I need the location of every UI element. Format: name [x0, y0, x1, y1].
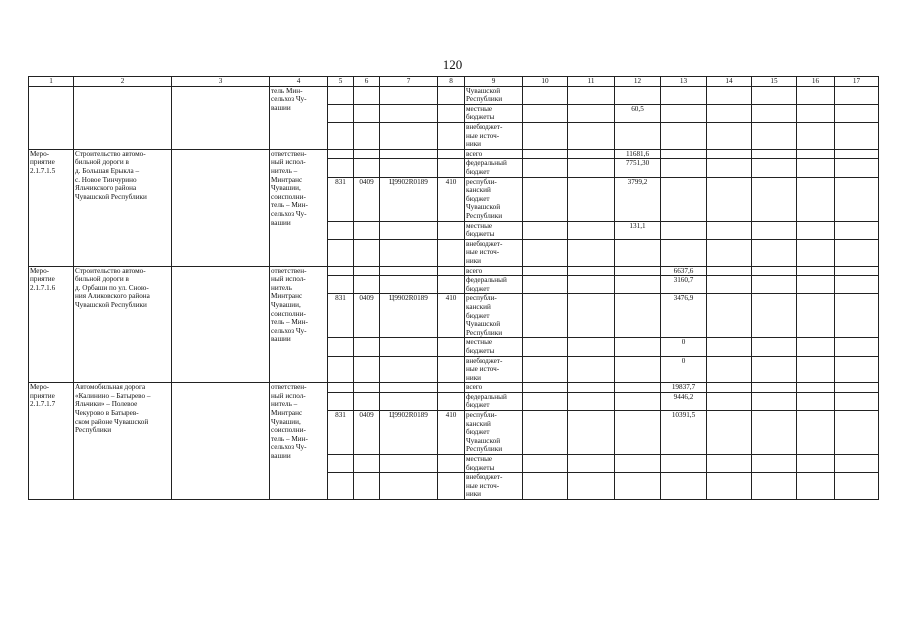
cell-value-12	[615, 122, 661, 149]
cell-empty-7	[380, 383, 438, 393]
cell-empty-14	[707, 177, 752, 221]
cell-empty-16	[797, 276, 835, 294]
cell-value-13: 3476,9	[661, 294, 707, 338]
cell-empty-10	[523, 122, 568, 149]
cell-empty-6	[354, 383, 380, 393]
cell-empty-14	[707, 122, 752, 149]
cell-empty-17	[835, 104, 879, 122]
cell-empty-11	[568, 177, 615, 221]
cell-empty-14	[707, 266, 752, 276]
cell-empty-5	[328, 392, 354, 410]
cell-empty-17	[835, 338, 879, 356]
cell-empty-3	[172, 383, 270, 500]
cell-empty-17	[835, 411, 879, 455]
cell-empty-7	[380, 356, 438, 383]
cell-empty-17	[835, 177, 879, 221]
cell-value-13: 3160,7	[661, 276, 707, 294]
cell-empty-16	[797, 411, 835, 455]
cell-empty-17	[835, 294, 879, 338]
cell-value-12	[615, 473, 661, 500]
cell-code-5: 831	[328, 177, 354, 221]
cell-empty-15	[752, 177, 797, 221]
cell-empty-14	[707, 294, 752, 338]
cell-empty-16	[797, 221, 835, 239]
cell-value-13	[661, 473, 707, 500]
column-header-9: 9	[465, 77, 523, 87]
cell-code-7: Ц9902R0189	[380, 411, 438, 455]
cell-empty-16	[797, 177, 835, 221]
cell-empty-8	[438, 149, 465, 159]
cell-empty-16	[797, 473, 835, 500]
cell-empty-10	[523, 159, 568, 177]
cell-empty-5	[328, 266, 354, 276]
cell-value-13: 0	[661, 338, 707, 356]
cell-empty-17	[835, 122, 879, 149]
cell-empty-14	[707, 411, 752, 455]
cell-empty-14	[707, 338, 752, 356]
cell-empty-11	[568, 455, 615, 473]
cell-empty-15	[752, 473, 797, 500]
column-header-17: 17	[835, 77, 879, 87]
cell-empty-16	[797, 455, 835, 473]
cell-value-12: 131,1	[615, 221, 661, 239]
cell-empty-10	[523, 104, 568, 122]
cell-value-13	[661, 122, 707, 149]
cell-empty-11	[568, 149, 615, 159]
cell-empty-16	[797, 294, 835, 338]
cell-empty-8	[438, 455, 465, 473]
cell-empty-17	[835, 239, 879, 266]
cell-value-12	[615, 383, 661, 393]
cell-empty-16	[797, 122, 835, 149]
cell-empty-8	[438, 159, 465, 177]
cell-empty-5	[328, 276, 354, 294]
cell-empty-14	[707, 149, 752, 159]
cell-funding-source: Чувашской Республики	[465, 86, 523, 104]
column-header-4: 4	[270, 77, 328, 87]
cell-empty-10	[523, 473, 568, 500]
cell-value-12	[615, 411, 661, 455]
cell-value-12	[615, 294, 661, 338]
column-header-16: 16	[797, 77, 835, 87]
cell-empty-10	[523, 239, 568, 266]
cell-measure-id: Меро- приятие 2.1.7.1.7	[29, 383, 74, 500]
cell-empty-10	[523, 276, 568, 294]
cell-funding-source: республи- канский бюджет Чувашской Республики	[465, 411, 523, 455]
cell-funding-source: республи- канский бюджет Чувашской Республики	[465, 294, 523, 338]
cell-empty-7	[380, 159, 438, 177]
cell-empty-5	[328, 383, 354, 393]
cell-empty-5	[328, 122, 354, 149]
column-header-1: 1	[29, 77, 74, 87]
cell-empty-8	[438, 221, 465, 239]
cell-value-13	[661, 86, 707, 104]
cell-empty-14	[707, 356, 752, 383]
cell-measure-name: Автомобильная дорога «Калинино – Батырево – Яльчики» – Полевое Чекурово в Батырев- ском районе Чувашской Республики	[74, 383, 172, 500]
cell-funding-source: федеральный бюджет	[465, 159, 523, 177]
cell-value-12: 7751,30	[615, 159, 661, 177]
cell-empty-3	[172, 266, 270, 383]
cell-empty-7	[380, 276, 438, 294]
cell-funding-source: внебюджет- ные источ- ники	[465, 473, 523, 500]
column-header-12: 12	[615, 77, 661, 87]
cell-empty-17	[835, 159, 879, 177]
cell-empty-5	[328, 338, 354, 356]
cell-code-6: 0409	[354, 411, 380, 455]
column-header-7: 7	[380, 77, 438, 87]
cell-empty-14	[707, 392, 752, 410]
cell-value-12	[615, 266, 661, 276]
cell-value-12	[615, 239, 661, 266]
cell-empty-15	[752, 149, 797, 159]
cell-empty-11	[568, 294, 615, 338]
cell-empty-7	[380, 122, 438, 149]
cell-empty-15	[752, 411, 797, 455]
cell-measure-id: Меро- приятие 2.1.7.1.5	[29, 149, 74, 266]
cell-executor: ответствен- ный испол- нитель Минтранс Чувашии, соисполни- тель – Мин- сельхоз Чу- вашии	[270, 266, 328, 383]
cell-empty-6	[354, 104, 380, 122]
table-row	[29, 266, 879, 276]
cell-empty-17	[835, 455, 879, 473]
cell-empty-6	[354, 122, 380, 149]
cell-funding-source: федеральный бюджет	[465, 392, 523, 410]
cell-empty-16	[797, 149, 835, 159]
cell-empty-17	[835, 221, 879, 239]
cell-funding-source: местные бюджеты	[465, 455, 523, 473]
cell-empty-16	[797, 104, 835, 122]
cell-empty-8	[438, 266, 465, 276]
cell-executor: тель Мин- сельхоз Чу- вашии	[270, 86, 328, 149]
cell-code-8: 410	[438, 411, 465, 455]
cell-empty-16	[797, 239, 835, 266]
cell-empty-6	[354, 266, 380, 276]
cell-empty-8	[438, 338, 465, 356]
cell-empty-6	[354, 356, 380, 383]
cell-value-12	[615, 455, 661, 473]
cell-empty-15	[752, 86, 797, 104]
cell-measure-id: Меро- приятие 2.1.7.1.6	[29, 266, 74, 383]
table-row	[29, 383, 879, 393]
cell-empty-7	[380, 86, 438, 104]
cell-funding-source: федеральный бюджет	[465, 276, 523, 294]
cell-value-12: 60,5	[615, 104, 661, 122]
cell-code-7: Ц9902R0189	[380, 294, 438, 338]
cell-empty-14	[707, 473, 752, 500]
cell-empty-7	[380, 455, 438, 473]
cell-funding-source: местные бюджеты	[465, 221, 523, 239]
cell-empty-5	[328, 473, 354, 500]
cell-empty-15	[752, 455, 797, 473]
cell-empty-6	[354, 159, 380, 177]
cell-funding-source: внебюджет- ные источ- ники	[465, 122, 523, 149]
cell-empty-17	[835, 473, 879, 500]
column-header-10: 10	[523, 77, 568, 87]
cell-empty-11	[568, 392, 615, 410]
cell-empty-6	[354, 221, 380, 239]
cell-empty-8	[438, 383, 465, 393]
cell-empty-17	[835, 86, 879, 104]
cell-empty-14	[707, 86, 752, 104]
cell-empty-16	[797, 356, 835, 383]
column-header-3: 3	[172, 77, 270, 87]
cell-empty-8	[438, 276, 465, 294]
cell-empty-7	[380, 266, 438, 276]
cell-empty-15	[752, 383, 797, 393]
cell-code-8: 410	[438, 177, 465, 221]
cell-empty-14	[707, 239, 752, 266]
cell-empty-6	[354, 392, 380, 410]
cell-empty-6	[354, 149, 380, 159]
cell-empty-16	[797, 392, 835, 410]
cell-empty-17	[835, 356, 879, 383]
cell-executor: ответствен- ный испол- нитель – Минтранс Чувашии, соисполни- тель – Мин- сельхоз Чу- вашии	[270, 149, 328, 266]
cell-code-6: 0409	[354, 177, 380, 221]
cell-empty-7	[380, 473, 438, 500]
cell-empty-11	[568, 221, 615, 239]
cell-value-13: 19837,7	[661, 383, 707, 393]
cell-value-13	[661, 177, 707, 221]
table-row	[29, 86, 879, 104]
cell-empty-11	[568, 473, 615, 500]
cell-measure-name: Строительство автомо- бильной дороги в д. Орбаши по ул. Сною- ния Аликовского района Чувашской Республики	[74, 266, 172, 383]
column-header-13: 13	[661, 77, 707, 87]
cell-empty-15	[752, 338, 797, 356]
table-row	[29, 149, 879, 159]
column-header-2: 2	[74, 77, 172, 87]
cell-empty-15	[752, 392, 797, 410]
cell-value-12: 11681,6	[615, 149, 661, 159]
cell-empty-15	[752, 221, 797, 239]
cell-empty-10	[523, 411, 568, 455]
cell-empty-17	[835, 392, 879, 410]
cell-empty-6	[354, 473, 380, 500]
cell-funding-source: республи- канский бюджет Чувашской Республики	[465, 177, 523, 221]
cell-empty-15	[752, 356, 797, 383]
cell-measure-id	[29, 86, 74, 149]
cell-empty-11	[568, 104, 615, 122]
cell-value-12	[615, 356, 661, 383]
cell-empty-8	[438, 122, 465, 149]
column-header-5: 5	[328, 77, 354, 87]
cell-empty-14	[707, 383, 752, 393]
cell-empty-5	[328, 159, 354, 177]
cell-empty-8	[438, 86, 465, 104]
cell-empty-10	[523, 338, 568, 356]
cell-empty-5	[328, 149, 354, 159]
column-header-6: 6	[354, 77, 380, 87]
cell-empty-15	[752, 104, 797, 122]
cell-empty-17	[835, 383, 879, 393]
cell-empty-10	[523, 266, 568, 276]
cell-empty-15	[752, 239, 797, 266]
column-header-14: 14	[707, 77, 752, 87]
cell-value-13	[661, 455, 707, 473]
cell-funding-source: местные бюджеты	[465, 338, 523, 356]
cell-empty-10	[523, 392, 568, 410]
program-table	[28, 76, 879, 500]
cell-empty-17	[835, 266, 879, 276]
cell-empty-3	[172, 86, 270, 149]
cell-empty-7	[380, 392, 438, 410]
cell-empty-14	[707, 159, 752, 177]
cell-empty-10	[523, 356, 568, 383]
column-header-8: 8	[438, 77, 465, 87]
cell-value-12	[615, 86, 661, 104]
cell-empty-6	[354, 455, 380, 473]
cell-empty-8	[438, 392, 465, 410]
cell-empty-3	[172, 149, 270, 266]
cell-empty-8	[438, 356, 465, 383]
cell-value-12	[615, 276, 661, 294]
cell-empty-16	[797, 338, 835, 356]
cell-empty-8	[438, 104, 465, 122]
cell-empty-7	[380, 338, 438, 356]
cell-empty-10	[523, 149, 568, 159]
cell-empty-11	[568, 86, 615, 104]
cell-empty-10	[523, 383, 568, 393]
cell-empty-10	[523, 86, 568, 104]
cell-empty-16	[797, 383, 835, 393]
cell-code-5: 831	[328, 411, 354, 455]
cell-value-12	[615, 338, 661, 356]
cell-empty-5	[328, 239, 354, 266]
cell-executor: ответствен- ный испол- нитель – Минтранс Чувашии, соисполни- тель – Мин- сельхоз Чу- вашии	[270, 383, 328, 500]
cell-empty-16	[797, 266, 835, 276]
cell-measure-name: Строительство автомо- бильной дороги в д. Большая Ерыкла – с. Новое Тинчурино Яльчикского района Чувашской Республики	[74, 149, 172, 266]
cell-empty-5	[328, 104, 354, 122]
column-header-11: 11	[568, 77, 615, 87]
cell-code-8: 410	[438, 294, 465, 338]
cell-empty-6	[354, 338, 380, 356]
cell-empty-6	[354, 276, 380, 294]
cell-empty-14	[707, 104, 752, 122]
cell-empty-8	[438, 473, 465, 500]
cell-code-6: 0409	[354, 294, 380, 338]
column-header-15: 15	[752, 77, 797, 87]
cell-empty-6	[354, 239, 380, 266]
cell-empty-10	[523, 177, 568, 221]
cell-empty-14	[707, 455, 752, 473]
cell-funding-source: местные бюджеты	[465, 104, 523, 122]
cell-empty-11	[568, 338, 615, 356]
cell-empty-15	[752, 122, 797, 149]
cell-empty-10	[523, 455, 568, 473]
cell-empty-16	[797, 86, 835, 104]
cell-empty-11	[568, 276, 615, 294]
cell-empty-14	[707, 276, 752, 294]
cell-empty-15	[752, 294, 797, 338]
cell-value-13	[661, 221, 707, 239]
cell-funding-source: внебюджет- ные источ- ники	[465, 239, 523, 266]
cell-value-12: 3799,2	[615, 177, 661, 221]
cell-value-13	[661, 159, 707, 177]
cell-empty-7	[380, 149, 438, 159]
cell-funding-source: всего	[465, 149, 523, 159]
page-number: 120	[442, 57, 463, 72]
cell-code-5: 831	[328, 294, 354, 338]
cell-value-13: 6637,6	[661, 266, 707, 276]
cell-value-13: 10391,5	[661, 411, 707, 455]
cell-funding-source: всего	[465, 266, 523, 276]
cell-value-13	[661, 149, 707, 159]
cell-empty-17	[835, 276, 879, 294]
cell-empty-15	[752, 276, 797, 294]
cell-empty-6	[354, 86, 380, 104]
cell-empty-15	[752, 266, 797, 276]
cell-value-13	[661, 239, 707, 266]
cell-empty-5	[328, 221, 354, 239]
cell-empty-11	[568, 356, 615, 383]
cell-value-13	[661, 104, 707, 122]
cell-value-12	[615, 392, 661, 410]
cell-empty-5	[328, 356, 354, 383]
cell-empty-7	[380, 104, 438, 122]
cell-value-13: 0	[661, 356, 707, 383]
cell-empty-11	[568, 266, 615, 276]
cell-empty-5	[328, 86, 354, 104]
cell-empty-11	[568, 122, 615, 149]
cell-funding-source: всего	[465, 383, 523, 393]
cell-empty-8	[438, 239, 465, 266]
column-number-row	[29, 77, 879, 87]
cell-empty-10	[523, 221, 568, 239]
cell-empty-14	[707, 221, 752, 239]
cell-empty-15	[752, 159, 797, 177]
cell-empty-11	[568, 239, 615, 266]
cell-empty-11	[568, 383, 615, 393]
cell-empty-7	[380, 239, 438, 266]
cell-funding-source: внебюджет- ные источ- ники	[465, 356, 523, 383]
cell-empty-10	[523, 294, 568, 338]
cell-code-7: Ц9902R0189	[380, 177, 438, 221]
cell-empty-11	[568, 411, 615, 455]
cell-value-13: 9446,2	[661, 392, 707, 410]
cell-measure-name	[74, 86, 172, 149]
cell-empty-5	[328, 455, 354, 473]
cell-empty-11	[568, 159, 615, 177]
cell-empty-16	[797, 159, 835, 177]
cell-empty-17	[835, 149, 879, 159]
cell-empty-7	[380, 221, 438, 239]
